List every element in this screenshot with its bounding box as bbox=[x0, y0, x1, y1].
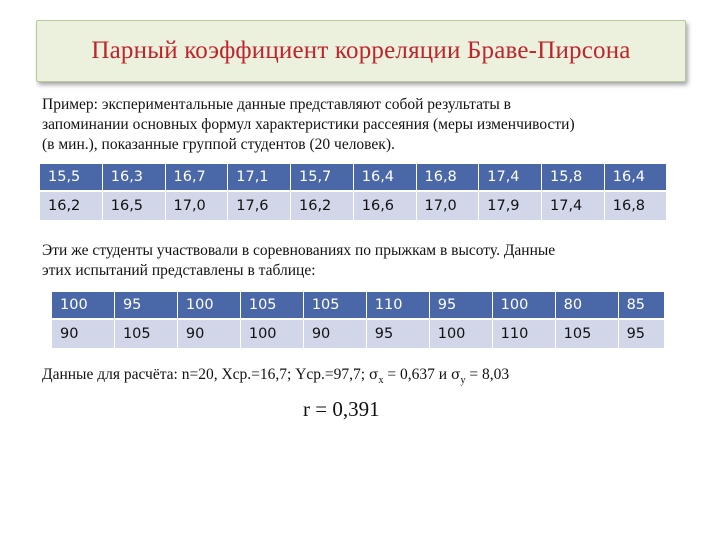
table-cell: 100 bbox=[430, 320, 493, 348]
table-cell: 16,8 bbox=[417, 164, 480, 192]
table-cell: 16,8 bbox=[605, 192, 666, 220]
table-row bbox=[40, 192, 666, 220]
table-cell: 17,0 bbox=[417, 192, 480, 220]
sigma-x-symbol: σ bbox=[368, 367, 379, 383]
table-cell: 17,1 bbox=[228, 164, 291, 192]
table-row bbox=[40, 164, 666, 192]
table-row bbox=[52, 292, 664, 320]
table-cell: 95 bbox=[430, 292, 493, 320]
table-cell: 105 bbox=[304, 292, 367, 320]
table-cell: 95 bbox=[367, 320, 430, 348]
table-cell: 17,4 bbox=[542, 192, 605, 220]
calculation-data-line bbox=[42, 366, 509, 386]
table-cell: 90 bbox=[304, 320, 367, 348]
slide-title: Парный коэффициент корреляции Браве-Пирсона bbox=[91, 37, 631, 64]
table-cell: 16,4 bbox=[605, 164, 666, 192]
table-cell: 85 bbox=[619, 292, 664, 320]
table-cell: 17,6 bbox=[228, 192, 291, 220]
title-box bbox=[36, 20, 686, 82]
table-cell: 16,2 bbox=[40, 192, 103, 220]
correlation-result: r = 0,391 bbox=[303, 397, 380, 421]
table-cell: 16,2 bbox=[291, 192, 354, 220]
table-cell: 90 bbox=[52, 320, 115, 348]
table-cell: 15,7 bbox=[291, 164, 354, 192]
intro-line: запоминании основных формул характеристики рассеяния (меры изменчивости) bbox=[42, 116, 575, 133]
table-cell: 16,5 bbox=[103, 192, 166, 220]
high-jump-table bbox=[52, 292, 664, 348]
table-cell: 16,3 bbox=[103, 164, 166, 192]
table-cell: 16,7 bbox=[166, 164, 229, 192]
table-cell: 15,5 bbox=[40, 164, 103, 192]
memorization-table bbox=[40, 164, 666, 220]
intro-paragraph bbox=[42, 95, 575, 155]
table-cell: 17,0 bbox=[166, 192, 229, 220]
table-cell: 90 bbox=[178, 320, 241, 348]
table-cell: 15,8 bbox=[542, 164, 605, 192]
table-cell: 16,4 bbox=[354, 164, 417, 192]
intro-line: (в мин.), показанные группой студентов (20 человек). bbox=[42, 136, 395, 153]
table-cell: 110 bbox=[493, 320, 556, 348]
calc-suffix: = 8,03 bbox=[465, 366, 510, 383]
mid-paragraph bbox=[42, 241, 555, 281]
table-cell: 110 bbox=[367, 292, 430, 320]
table-cell: 95 bbox=[619, 320, 664, 348]
sigma-y-subscript: y bbox=[460, 375, 466, 387]
sigma-x-subscript: x bbox=[378, 375, 384, 387]
calc-mid: = 0,637 и bbox=[383, 366, 451, 383]
intro-line: Пример: экспериментальные данные представляют собой результаты в bbox=[42, 96, 511, 113]
table-cell: 100 bbox=[178, 292, 241, 320]
mid-line: этих испытаний представлены в таблице: bbox=[42, 262, 316, 279]
calc-prefix: Данные для расчёта: n=20, Xср.=16,7; Yср.=97,7; bbox=[42, 366, 369, 383]
table-cell: 105 bbox=[115, 320, 178, 348]
sigma-y-symbol: σ bbox=[450, 367, 461, 383]
table-cell: 100 bbox=[493, 292, 556, 320]
table-cell: 95 bbox=[115, 292, 178, 320]
mid-line: Эти же студенты участвовали в соревнованиях по прыжкам в высоту. Данные bbox=[42, 242, 556, 259]
table-cell: 16,6 bbox=[354, 192, 417, 220]
table-cell: 100 bbox=[241, 320, 304, 348]
table-row bbox=[52, 320, 664, 348]
table-cell: 17,4 bbox=[479, 164, 542, 192]
table-cell: 105 bbox=[556, 320, 619, 348]
table-cell: 80 bbox=[556, 292, 619, 320]
table-cell: 17,9 bbox=[479, 192, 542, 220]
table-cell: 105 bbox=[241, 292, 304, 320]
table-cell: 100 bbox=[52, 292, 115, 320]
